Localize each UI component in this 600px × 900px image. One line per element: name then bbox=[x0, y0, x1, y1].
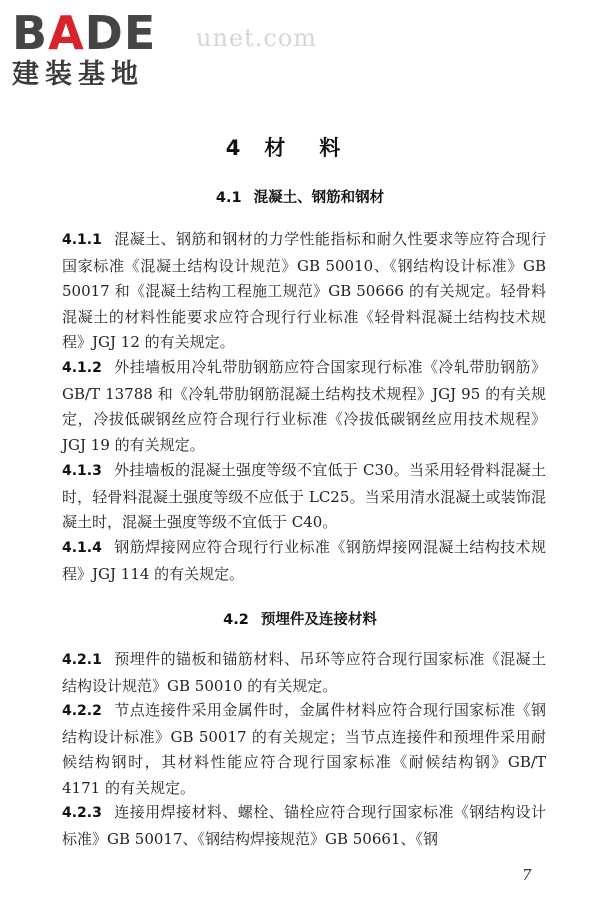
chapter-name: 材料 bbox=[264, 136, 375, 160]
chapter-number: 4 bbox=[225, 136, 241, 160]
clause-number: 4.2.2 bbox=[62, 703, 102, 719]
clause-number: 4.1.2 bbox=[62, 360, 102, 376]
clause bbox=[62, 227, 546, 356]
page-number: 7 bbox=[522, 866, 532, 884]
section-name: 预埋件及连接材料 bbox=[260, 612, 377, 628]
watermark: unet.com bbox=[196, 24, 318, 52]
clause bbox=[62, 535, 546, 587]
clause bbox=[62, 458, 546, 536]
clause bbox=[62, 698, 546, 801]
clause-text: 混凝土、钢筋和钢材的力学性能指标和耐久性要求等应符合现行国家标准《混凝土结构设计规范》GB 50010、《钢结构设计标准》GB 50017 和《混凝土结构工程施工规范》GB 50666 的有关规定。轻骨料混凝土的材料性能要求应符合现行行业标准《轻骨料混凝土结构技术规程》JGJ 12 的有关规定。 bbox=[62, 230, 546, 352]
section-name: 混凝土、钢筋和钢材 bbox=[253, 190, 385, 206]
clause-text: 预埋件的锚板和锚筋材料、吊环等应符合现行国家标准《混凝土结构设计规范》GB 50010 的有关规定。 bbox=[62, 650, 546, 695]
clause-text: 钢筋焊接网应符合现行行业标准《钢筋焊接网混凝土结构技术规程》JGJ 114 的有关规定。 bbox=[62, 538, 546, 583]
logo-wordmark: BADE bbox=[12, 6, 157, 60]
clause-text: 节点连接件采用金属件时，金属件材料应符合现行国家标准《钢结构设计标准》GB 50017 的有关规定；当节点连接件和预埋件采用耐候结构钢时，其材料性能应符合现行国家标准《耐候结构钢》GB/T 4171 的有关规定。 bbox=[62, 701, 546, 797]
section-number: 4.2 bbox=[223, 612, 249, 628]
clause bbox=[62, 355, 546, 458]
clause-number: 4.2.1 bbox=[62, 652, 102, 668]
logo-subtitle: 建装基地 bbox=[12, 59, 144, 90]
clause bbox=[62, 800, 546, 852]
clause-number: 4.1.1 bbox=[62, 232, 102, 248]
section-title bbox=[0, 608, 600, 629]
clause-number: 4.1.3 bbox=[62, 463, 102, 479]
clause-text: 外挂墙板的混凝土强度等级不宜低于 C30。当采用轻骨料混凝土时，轻骨料混凝土强度等级不应低于 LC25。当采用清水混凝土或装饰混凝土时，混凝土强度等级不宜低于 C40。 bbox=[62, 461, 546, 532]
clause-text: 外挂墙板用冷轧带肋钢筋应符合国家现行标准《冷轧带肋钢筋》GB/T 13788 和《冷轧带肋钢筋混凝土结构技术规程》JGJ 95 的有关规定，冷拔低碳钢丝应符合现行行业标准《冷拔低碳钢丝应用技术规程》JGJ 19 的有关规定。 bbox=[62, 358, 546, 454]
clause-text: 连接用焊接材料、螺栓、锚栓应符合现行国家标准《钢结构设计标准》GB 50017、《钢结构焊接规范》GB 50661、《钢 bbox=[62, 803, 546, 848]
clause-number: 4.1.4 bbox=[62, 540, 102, 556]
clause-number: 4.2.3 bbox=[62, 805, 102, 821]
section-number: 4.1 bbox=[215, 190, 242, 206]
chapter-title bbox=[0, 132, 600, 162]
clause bbox=[62, 647, 546, 699]
bade-logo bbox=[12, 8, 212, 98]
section-title bbox=[0, 186, 600, 207]
